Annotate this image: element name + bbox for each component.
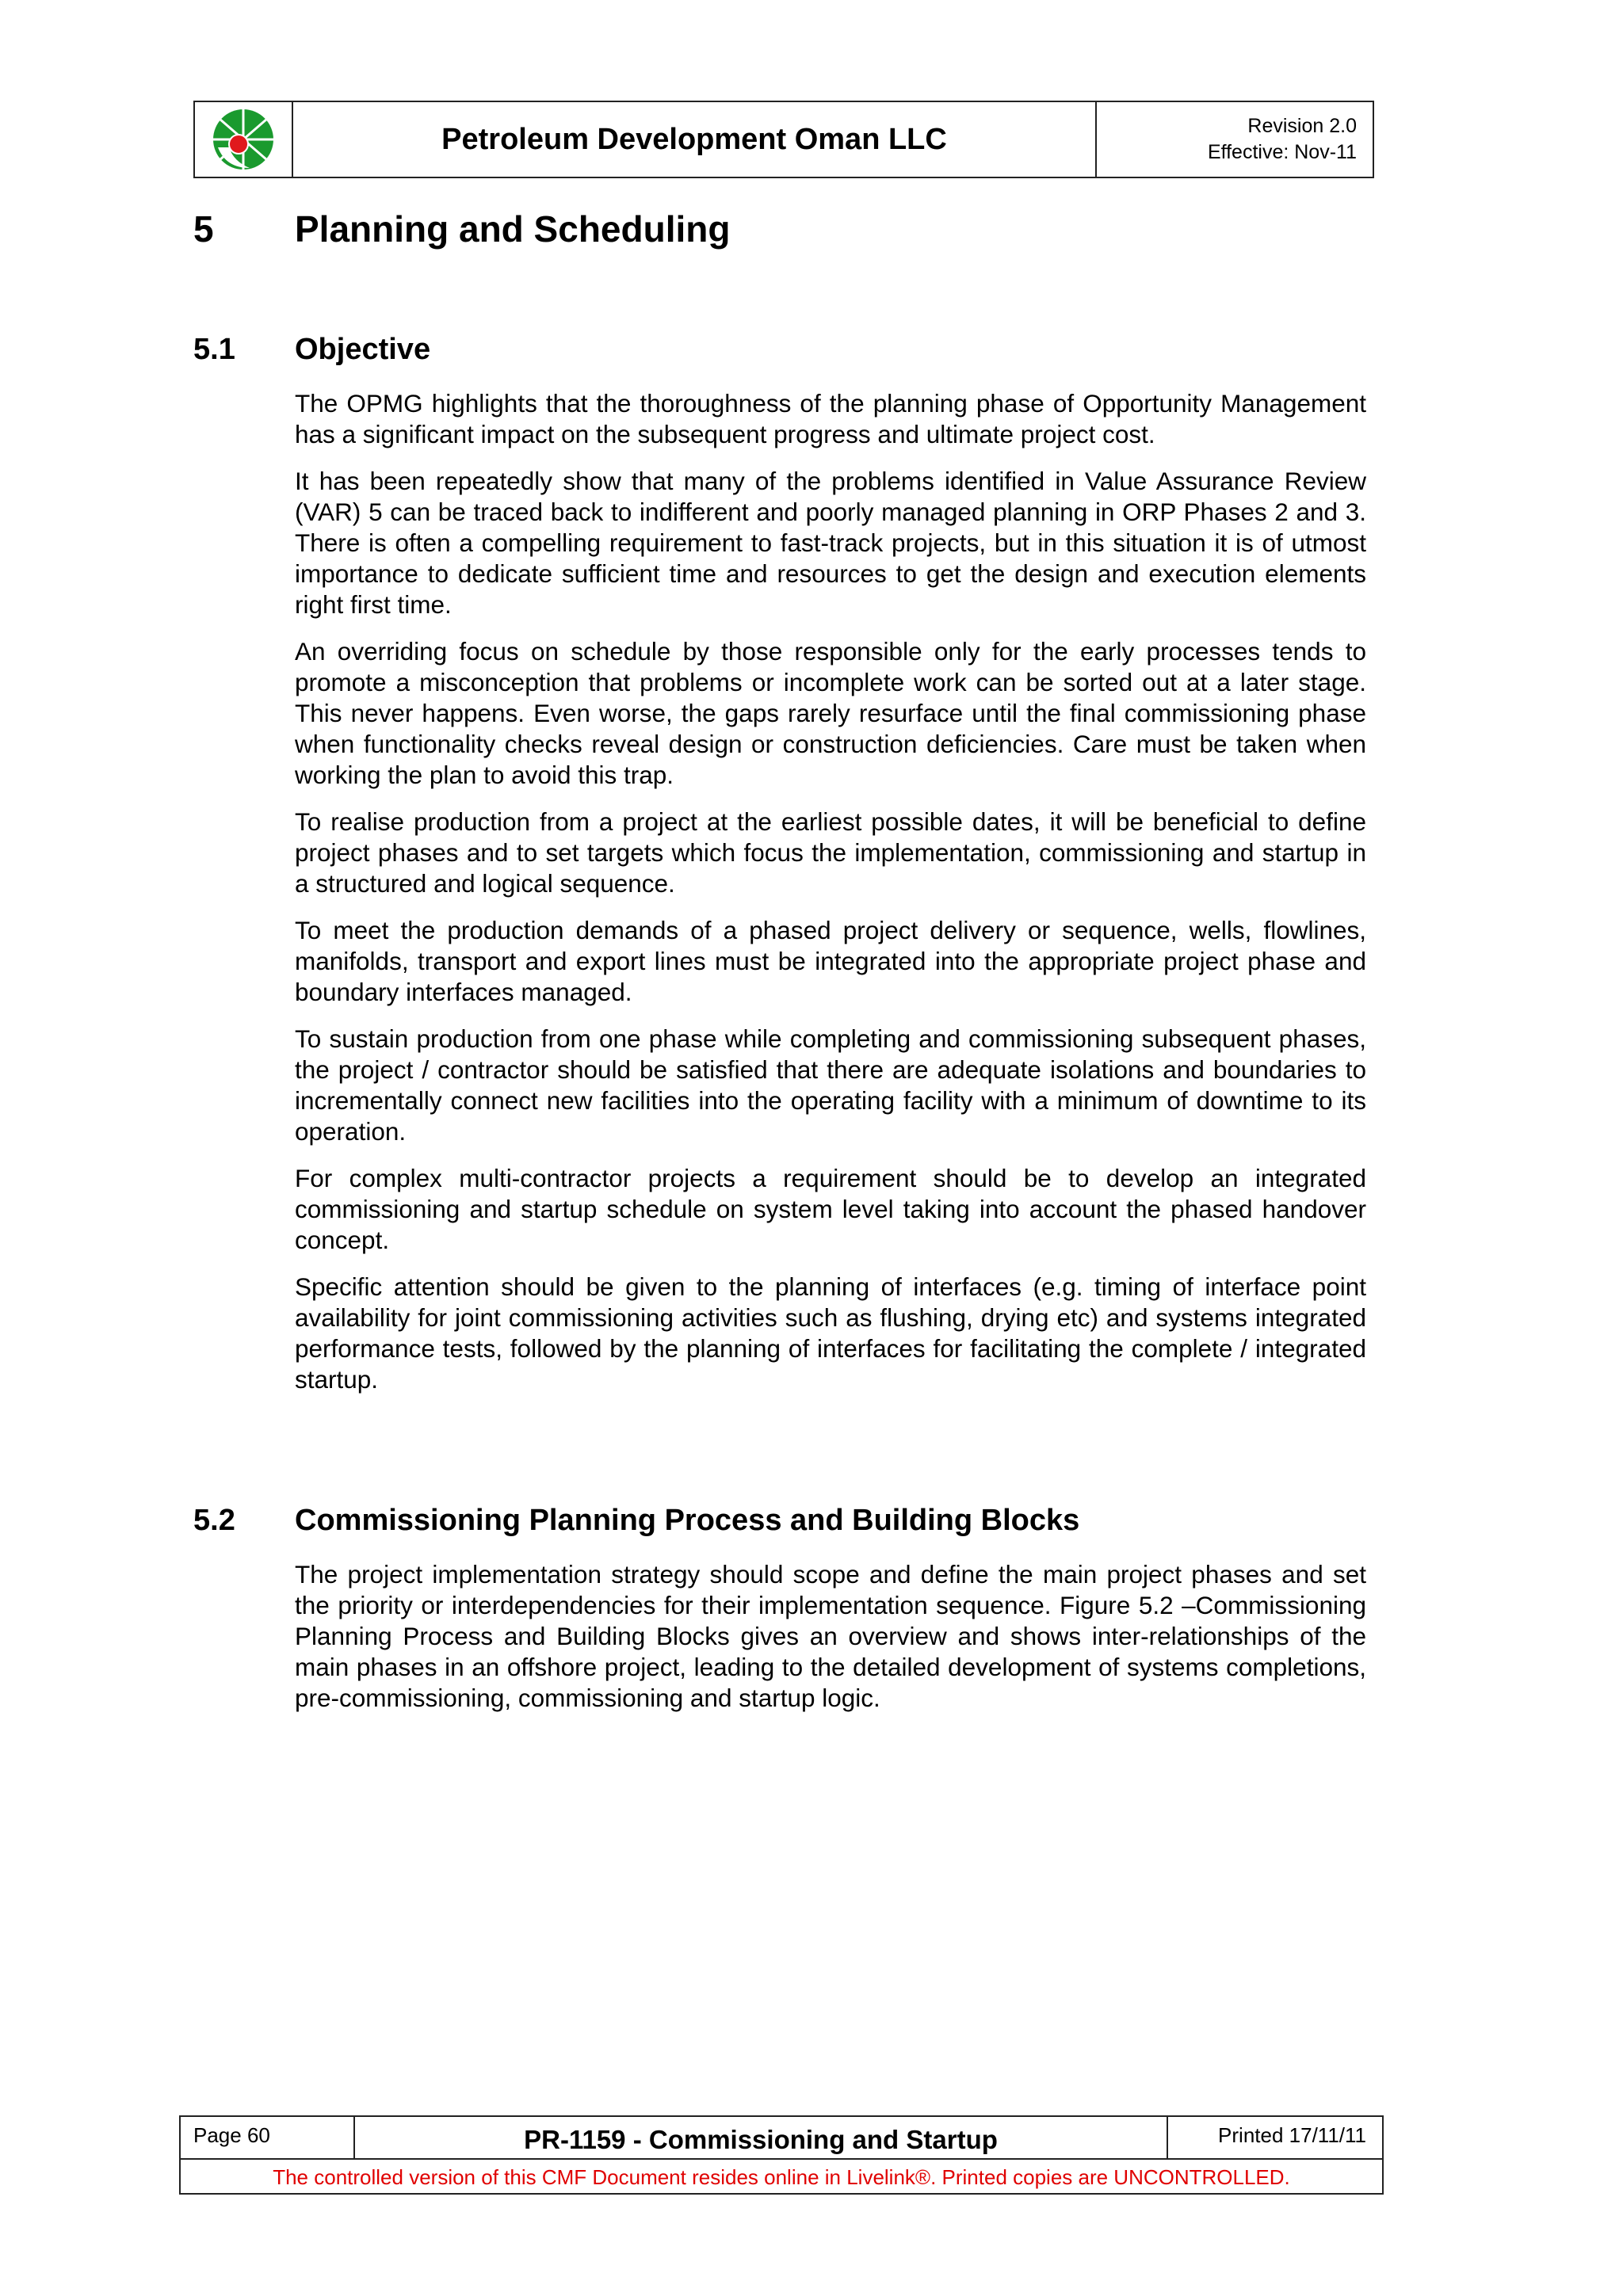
- paragraph: Specific attention should be given to the planning of interfaces (e.g. timing of interface point availability for joint commissioning activities such as flushing, drying etc) and systems integrated performance tests, followed by the planning of interfaces for facilitating the complete / integrated startup.: [295, 1272, 1366, 1394]
- paragraph: The project implementation strategy should scope and define the main project phases and set the priority or interdependencies for their implementation sequence. Figure 5.2 –Commissioning Planning Process and Building Blocks gives an overview and shows inter-relationships of the main phases in an offshore project, leading to the detailed development of systems completions, pre-commissioning, commissioning and startup logic.: [295, 1560, 1366, 1712]
- subsection-title: Commissioning Planning Process and Building Blocks: [295, 1504, 1080, 1537]
- paragraph: To realise production from a project at the earliest possible dates, it will be beneficial to define project phases and to set targets which focus the implementation, commissioning and startup in a structured and logical sequence.: [295, 807, 1366, 898]
- revision-label: Revision 2.0: [1247, 115, 1357, 137]
- company-name: Petroleum Development Oman LLC: [293, 102, 1097, 177]
- logo-cell: [195, 102, 293, 177]
- paragraph: The OPMG highlights that the thoroughness of the planning phase of Opportunity Management has a significant impact on the subsequent progress and ultimate project cost.: [295, 389, 1366, 448]
- subsection-number: 5.1: [193, 333, 235, 366]
- subsection-heading-objective: [193, 333, 430, 367]
- revision-info: [1097, 102, 1373, 177]
- objective-body: [295, 388, 1366, 1411]
- paragraph: It has been repeatedly show that many of the problems identified in Value Assurance Review (VAR) 5 can be traced back to indifferent and poorly managed planning in ORP Phases 2 and 3. There is often a compelling requirement to fast-track projects, but in this situation it is of utmost importance to dedicate sufficient time and resources to get the design and execution elements right first time.: [295, 467, 1366, 619]
- pdo-logo-icon: [210, 106, 277, 173]
- paragraph: To meet the production demands of a phased project delivery or sequence, wells, flowlines, manifolds, transport and export lines must be integrated into the appropriate project phase and boundary interfaces managed.: [295, 916, 1366, 1006]
- section-heading: [193, 208, 730, 250]
- paragraph: For complex multi-contractor projects a requirement should be to develop an integrated commissioning and startup schedule on system level taking into account the phased handover concept.: [295, 1164, 1366, 1254]
- footer-row: [181, 2117, 1382, 2160]
- printed-date: Printed 17/11/11: [1218, 2123, 1366, 2147]
- paragraph: To sustain production from one phase while completing and commissioning subsequent phases, the project / contractor should be satisfied that there are adequate isolations and boundaries to incrementally connect new facilities into the operating facility with a minimum of downtime to its operation.: [295, 1024, 1366, 1146]
- uncontrolled-notice: The controlled version of this CMF Document resides online in Livelink®. Printed copies are UNCONTROLLED.: [273, 2165, 1290, 2189]
- commissioning-planning-body: [295, 1559, 1366, 1730]
- page-footer: [179, 2115, 1384, 2195]
- subsection-heading-commissioning-planning: [193, 1504, 1079, 1538]
- effective-date: Effective: Nov-11: [1207, 141, 1357, 163]
- document-title: PR-1159 - Commissioning and Startup: [355, 2117, 1168, 2158]
- section-number: 5: [193, 208, 214, 250]
- page-header: [193, 101, 1374, 178]
- subsection-number: 5.2: [193, 1504, 235, 1537]
- page-number: Page 60: [181, 2117, 355, 2158]
- paragraph: An overriding focus on schedule by those responsible only for the early processes tends to promote a misconception that problems or incomplete work can be sorted out at a later stage. This never happens. Even worse, the gaps rarely resurface until the final commissioning phase when functionality checks reveal design or construction deficiencies. Care must be taken when working the plan to avoid this trap.: [295, 637, 1366, 789]
- subsection-title: Objective: [295, 333, 431, 366]
- section-title: Planning and Scheduling: [295, 208, 731, 250]
